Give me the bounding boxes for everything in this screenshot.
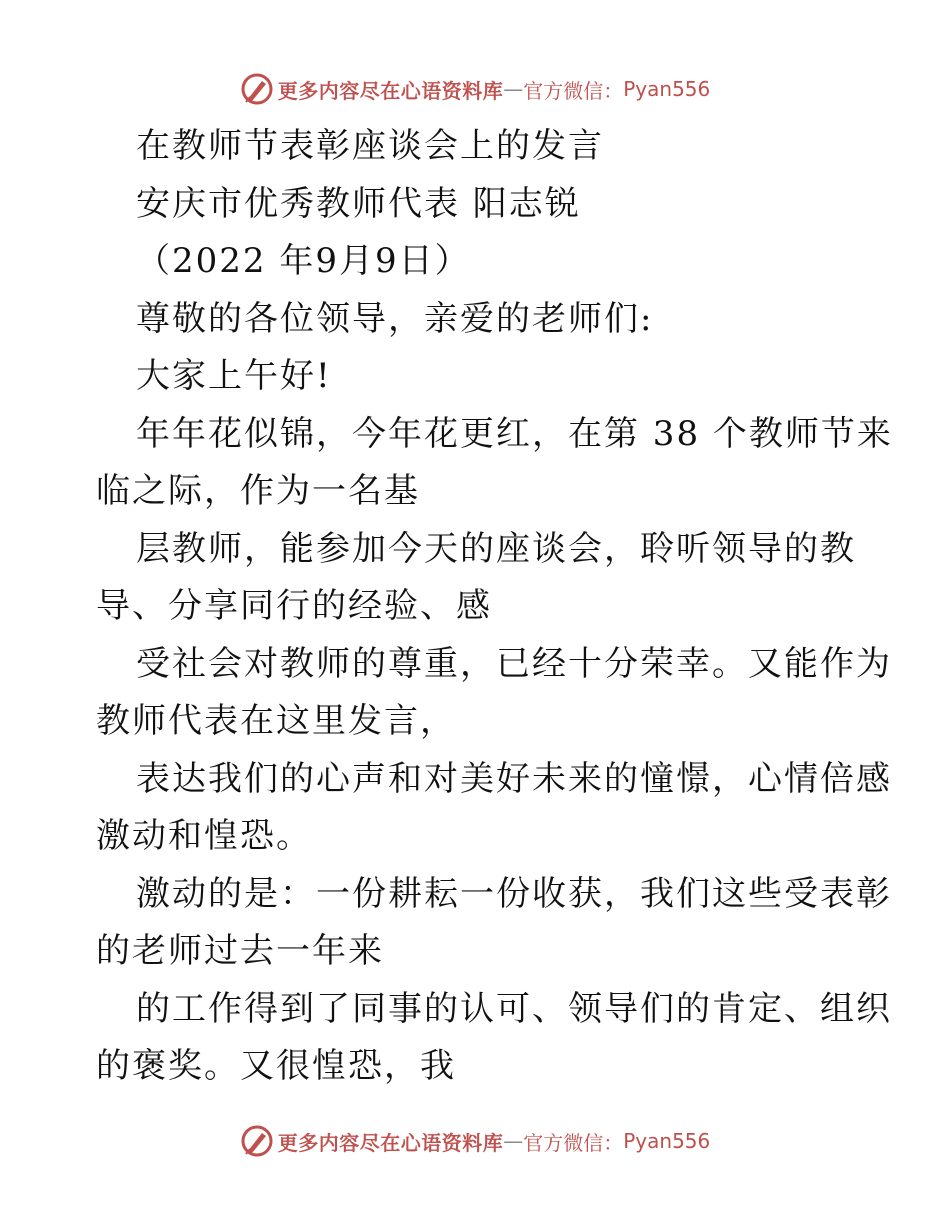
text-line: 激动的是：一份耕耘一份收获，我们这些受表彰 bbox=[136, 873, 892, 914]
banner-wechat-id: Pyan556 bbox=[623, 1129, 711, 1153]
text-line: 的老师过去一年来 bbox=[96, 931, 384, 971]
banner-wechat-id: Pyan556 bbox=[623, 77, 711, 101]
quill-pen-icon bbox=[240, 72, 274, 106]
text-line: 安庆市优秀教师代表 阳志锐 bbox=[136, 183, 581, 224]
text-line: 激动和惶恐。 bbox=[96, 816, 312, 856]
text-line: 尊敬的各位领导，亲爱的老师们: bbox=[136, 298, 654, 339]
text-line: 受社会对教师的尊重，已经十分荣幸。又能作为 bbox=[136, 643, 892, 684]
text-line: 表达我们的心声和对美好未来的憧憬，心情倍感 bbox=[136, 758, 892, 799]
banner-official-label: 官方微信： bbox=[523, 1130, 624, 1155]
text-line: 大家上午好! bbox=[136, 356, 332, 396]
banner-separator: — bbox=[503, 77, 524, 101]
text-line: 层教师，能参加今天的座谈会，聆听领导的教 bbox=[136, 528, 856, 569]
speech-body bbox=[96, 118, 893, 1096]
text-line: （2022 年9月9日） bbox=[136, 241, 471, 281]
header-watermark-banner bbox=[0, 72, 950, 106]
text-line: 年年花似锦，今年花更红，在第 38 个教师节来 bbox=[136, 413, 893, 454]
banner-main-text: 更多内容尽在心语资料库 bbox=[277, 1130, 504, 1155]
banner-official-label: 官方微信： bbox=[523, 78, 624, 103]
text-line: 临之际，作为一名基 bbox=[96, 471, 420, 511]
banner-separator: — bbox=[503, 1129, 524, 1153]
text-line: 的褒奖。又很惶恐，我 bbox=[96, 1046, 456, 1086]
banner-main-text: 更多内容尽在心语资料库 bbox=[277, 78, 504, 103]
text-line: 在教师节表彰座谈会上的发言 bbox=[136, 126, 604, 166]
quill-pen-icon bbox=[240, 1124, 274, 1158]
text-line: 的工作得到了同事的认可、领导们的肯定、组织 bbox=[136, 988, 892, 1029]
footer-watermark-banner bbox=[0, 1124, 950, 1158]
text-line: 教师代表在这里发言， bbox=[96, 701, 456, 741]
text-line: 导、分享同行的经验、感 bbox=[96, 586, 492, 626]
